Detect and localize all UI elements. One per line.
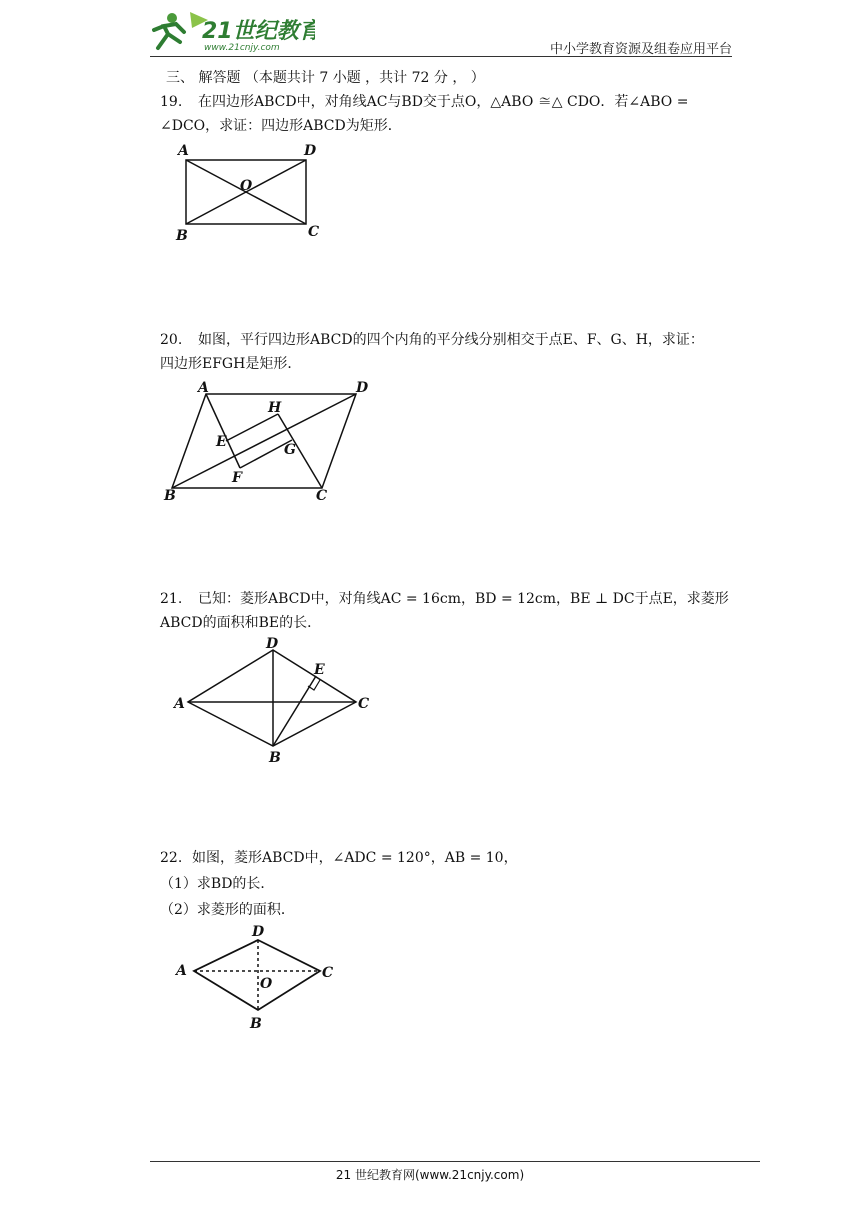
q20-label-g: G bbox=[284, 442, 296, 458]
q22-rhombus-figure bbox=[170, 920, 370, 1036]
q21-line-2: ABCD的面积和BE的长． bbox=[160, 615, 322, 631]
q21-rhombus-figure bbox=[170, 634, 380, 766]
q19-line-2: ∠DCO，求证：四边形ABCD为矩形． bbox=[160, 118, 402, 134]
q20-parallelogram-figure bbox=[160, 378, 380, 508]
logo-url: www.21cnjy.com bbox=[204, 43, 280, 52]
q22-label-b: B bbox=[250, 1016, 262, 1032]
q20-label-b: B bbox=[164, 488, 176, 504]
q19-line-1: 在四边形ABCD中，对角线AC与BD交于点O，△ABO ≅△ CDO．若∠ABO = bbox=[198, 94, 689, 110]
header-platform-text: 中小学教育资源及组卷应用平台 bbox=[549, 42, 732, 57]
logo-text: 21世纪教育 bbox=[202, 19, 315, 44]
footer-text[interactable]: 21 世纪教育网(www.21cnjy.com) bbox=[335, 1168, 525, 1182]
q21-number: 21. bbox=[160, 591, 183, 607]
q21-label-c: C bbox=[358, 696, 370, 712]
q19-label-c: C bbox=[308, 224, 320, 240]
q21-label-d: D bbox=[266, 636, 279, 652]
q22-line-2: （1）求BD的长． bbox=[160, 876, 275, 892]
q22-label-c: C bbox=[322, 965, 334, 981]
q19-number: 19. bbox=[160, 94, 183, 110]
footer-divider bbox=[150, 1161, 760, 1162]
q22-line-3: （2）求菱形的面积． bbox=[160, 902, 295, 918]
q19-label-a: A bbox=[178, 143, 189, 159]
q19-label-b: B bbox=[176, 228, 188, 244]
q22-label-o: O bbox=[260, 976, 273, 992]
q21-label-e: E bbox=[314, 662, 325, 678]
q20-label-d: D bbox=[356, 380, 369, 396]
q19-rectangle-figure bbox=[170, 140, 330, 250]
q20-label-h: H bbox=[268, 400, 282, 416]
q20-label-c: C bbox=[316, 488, 328, 504]
section-title: 三、 解答题 （本题共计 7 小题 ，共计 72 分 ， ） bbox=[166, 70, 485, 86]
runner-logo-icon bbox=[150, 8, 315, 52]
q20-label-f: F bbox=[232, 470, 242, 486]
q20-line-2: 四边形EFGH是矩形． bbox=[160, 356, 302, 372]
q19-label-o: O bbox=[240, 178, 253, 194]
q21-label-a: A bbox=[174, 696, 185, 712]
q21-label-b: B bbox=[269, 750, 281, 766]
q20-label-e: E bbox=[216, 434, 227, 450]
site-logo[interactable] bbox=[150, 8, 315, 52]
q22-label-a: A bbox=[176, 963, 187, 979]
q22-label-d: D bbox=[252, 924, 265, 940]
q20-label-a: A bbox=[198, 380, 209, 396]
q19-label-d: D bbox=[304, 143, 317, 159]
header-divider bbox=[150, 56, 732, 57]
q20-line-1: 如图，平行四边形ABCD的四个内角的平分线分别相交于点E、F、G、H，求证： bbox=[198, 332, 704, 348]
q21-line-1: 已知：菱形ABCD中，对角线AC = 16cm，BD = 12cm，BE ⊥ DC于点E，求菱形 bbox=[198, 591, 729, 607]
q22-line-1: 如图，菱形ABCD中，∠ADC = 120°，AB = 10， bbox=[192, 850, 518, 866]
q22-number: 22. bbox=[160, 850, 183, 866]
q20-number: 20. bbox=[160, 332, 183, 348]
